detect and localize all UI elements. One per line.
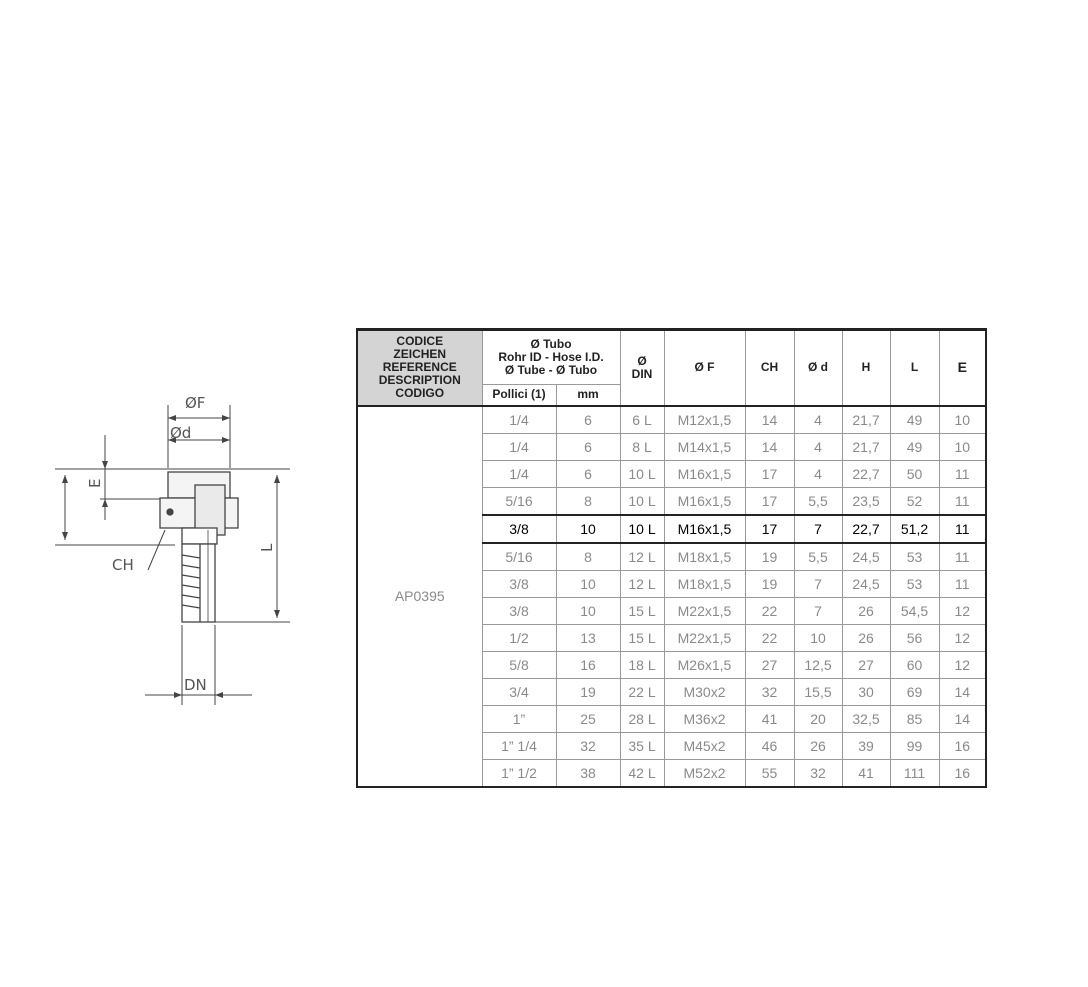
table-cell: 26 (842, 624, 890, 651)
table-cell: 22 (745, 624, 794, 651)
dim-label-d: Ød (170, 424, 192, 442)
table-cell: 16 (556, 651, 620, 678)
dim-label-e: E (86, 478, 104, 488)
table-cell: 28 L (620, 705, 664, 732)
table-cell: 10 (939, 433, 986, 460)
table-cell: 27 (745, 651, 794, 678)
table-cell: 15 L (620, 624, 664, 651)
table-cell: 14 (939, 705, 986, 732)
table-cell: 111 (890, 759, 939, 787)
table-cell: 38 (556, 759, 620, 787)
table-cell: 3/8 (482, 515, 556, 543)
dim-label-l: L (258, 543, 276, 552)
header-code: CODICE ZEICHEN REFERENCE DESCRIPTION CODIGO (357, 330, 482, 406)
table-cell: 10 (939, 406, 986, 434)
table-cell: 15,5 (794, 678, 842, 705)
table-cell: 17 (745, 487, 794, 515)
table-cell: 69 (890, 678, 939, 705)
table-cell: 11 (939, 543, 986, 571)
header-d: Ø d (794, 330, 842, 406)
table-cell: 1” (482, 705, 556, 732)
table-cell: 60 (890, 651, 939, 678)
table-cell: 12 (939, 624, 986, 651)
table-cell: 30 (842, 678, 890, 705)
spec-table (356, 328, 987, 788)
table-cell: 52 (890, 487, 939, 515)
table-cell: 10 L (620, 460, 664, 487)
table-cell: 32,5 (842, 705, 890, 732)
table-cell: M18x1,5 (664, 570, 745, 597)
table-cell: 32 (794, 759, 842, 787)
table-cell: 12 L (620, 570, 664, 597)
table-cell: 50 (890, 460, 939, 487)
table-cell: 22 (745, 597, 794, 624)
table-cell: 26 (794, 732, 842, 759)
table-cell: 22 L (620, 678, 664, 705)
table-cell: 22,7 (842, 515, 890, 543)
fitting-drawing (40, 380, 340, 780)
header-tube-diameter: Ø Tubo Rohr ID - Hose I.D. Ø Tube - Ø Tubo (482, 330, 620, 385)
table-cell: 10 (794, 624, 842, 651)
table-cell: 4 (794, 406, 842, 434)
table-cell: 5/8 (482, 651, 556, 678)
table-cell: 35 L (620, 732, 664, 759)
table-cell: 10 (556, 570, 620, 597)
table-cell: 51,2 (890, 515, 939, 543)
table-cell: 1/4 (482, 406, 556, 434)
table-cell: 46 (745, 732, 794, 759)
table-cell: 26 (842, 597, 890, 624)
table-cell: 1” 1/4 (482, 732, 556, 759)
table-cell: M52x2 (664, 759, 745, 787)
table-cell: 7 (794, 515, 842, 543)
header-din: Ø DIN (620, 330, 664, 406)
table-cell: 1/4 (482, 433, 556, 460)
table-cell: 11 (939, 570, 986, 597)
table-cell: 19 (745, 570, 794, 597)
table-cell: 99 (890, 732, 939, 759)
table-cell: 10 (556, 515, 620, 543)
table-cell: 5,5 (794, 487, 842, 515)
table-cell: 55 (745, 759, 794, 787)
table-cell: 12,5 (794, 651, 842, 678)
table-cell: 21,7 (842, 406, 890, 434)
header-h: H (842, 330, 890, 406)
table-cell: 32 (745, 678, 794, 705)
table-cell: 1” 1/2 (482, 759, 556, 787)
table-cell: M26x1,5 (664, 651, 745, 678)
table-cell: 6 (556, 406, 620, 434)
table-cell: 6 L (620, 406, 664, 434)
table-cell: 23,5 (842, 487, 890, 515)
table-cell: 20 (794, 705, 842, 732)
table-cell: M16x1,5 (664, 460, 745, 487)
table-cell: 41 (745, 705, 794, 732)
product-code: AP0395 (357, 406, 482, 787)
dim-label-ch: CH (112, 556, 134, 574)
table-cell: 11 (939, 487, 986, 515)
table-cell: 4 (794, 433, 842, 460)
table-cell: 24,5 (842, 543, 890, 571)
dim-label-dn: DN (184, 676, 207, 694)
table-cell: M16x1,5 (664, 487, 745, 515)
table-cell: M18x1,5 (664, 543, 745, 571)
table-cell: 1/4 (482, 460, 556, 487)
table-cell: 1/2 (482, 624, 556, 651)
table-body (357, 406, 986, 787)
table-cell: 10 (556, 597, 620, 624)
table-cell: 17 (745, 460, 794, 487)
table-cell: 12 (939, 651, 986, 678)
header-pollici: Pollici (1) (482, 385, 556, 406)
table-cell: 6 (556, 460, 620, 487)
table-cell: 11 (939, 460, 986, 487)
table-cell: 6 (556, 433, 620, 460)
table-cell: 12 L (620, 543, 664, 571)
table-cell: 53 (890, 570, 939, 597)
table-cell: 7 (794, 597, 842, 624)
table-cell: M36x2 (664, 705, 745, 732)
table-cell: 3/8 (482, 570, 556, 597)
table-cell: 15 L (620, 597, 664, 624)
table-cell: 25 (556, 705, 620, 732)
table-cell: 19 (745, 543, 794, 571)
table-cell: 3/8 (482, 597, 556, 624)
header-e: E (939, 330, 986, 406)
table-cell: 5/16 (482, 487, 556, 515)
table-row (357, 406, 986, 434)
table-cell: 49 (890, 433, 939, 460)
table-cell: 8 (556, 487, 620, 515)
table-cell: 11 (939, 515, 986, 543)
table-cell: M30x2 (664, 678, 745, 705)
header-f: Ø F (664, 330, 745, 406)
header-l: L (890, 330, 939, 406)
table-cell: M12x1,5 (664, 406, 745, 434)
table-cell: 32 (556, 732, 620, 759)
table-cell: 7 (794, 570, 842, 597)
header-mm: mm (556, 385, 620, 406)
table-cell: 10 L (620, 515, 664, 543)
table-cell: 14 (939, 678, 986, 705)
dim-label-f: ØF (185, 394, 206, 412)
table-cell: 18 L (620, 651, 664, 678)
table-cell: 8 (556, 543, 620, 571)
table-cell: 16 (939, 759, 986, 787)
table-cell: 49 (890, 406, 939, 434)
table-cell: 14 (745, 433, 794, 460)
table-cell: 22,7 (842, 460, 890, 487)
table-cell: 54,5 (890, 597, 939, 624)
table-cell: 5/16 (482, 543, 556, 571)
table-cell: 19 (556, 678, 620, 705)
table-cell: 16 (939, 732, 986, 759)
table-cell: 53 (890, 543, 939, 571)
table-cell: M45x2 (664, 732, 745, 759)
table-cell: 27 (842, 651, 890, 678)
table-cell: 42 L (620, 759, 664, 787)
table-cell: 4 (794, 460, 842, 487)
table-cell: 41 (842, 759, 890, 787)
table-cell: 24,5 (842, 570, 890, 597)
header-ch: CH (745, 330, 794, 406)
table-cell: 85 (890, 705, 939, 732)
table-cell: M16x1,5 (664, 515, 745, 543)
table-cell: M14x1,5 (664, 433, 745, 460)
table-cell: 13 (556, 624, 620, 651)
table-cell: 12 (939, 597, 986, 624)
table-cell: 10 L (620, 487, 664, 515)
table-cell: 14 (745, 406, 794, 434)
table-cell: 21,7 (842, 433, 890, 460)
table-cell: M22x1,5 (664, 597, 745, 624)
table-cell: 8 L (620, 433, 664, 460)
table-cell: 56 (890, 624, 939, 651)
table-cell: 39 (842, 732, 890, 759)
table-cell: M22x1,5 (664, 624, 745, 651)
table-cell: 5,5 (794, 543, 842, 571)
table-cell: 17 (745, 515, 794, 543)
table-cell: 3/4 (482, 678, 556, 705)
